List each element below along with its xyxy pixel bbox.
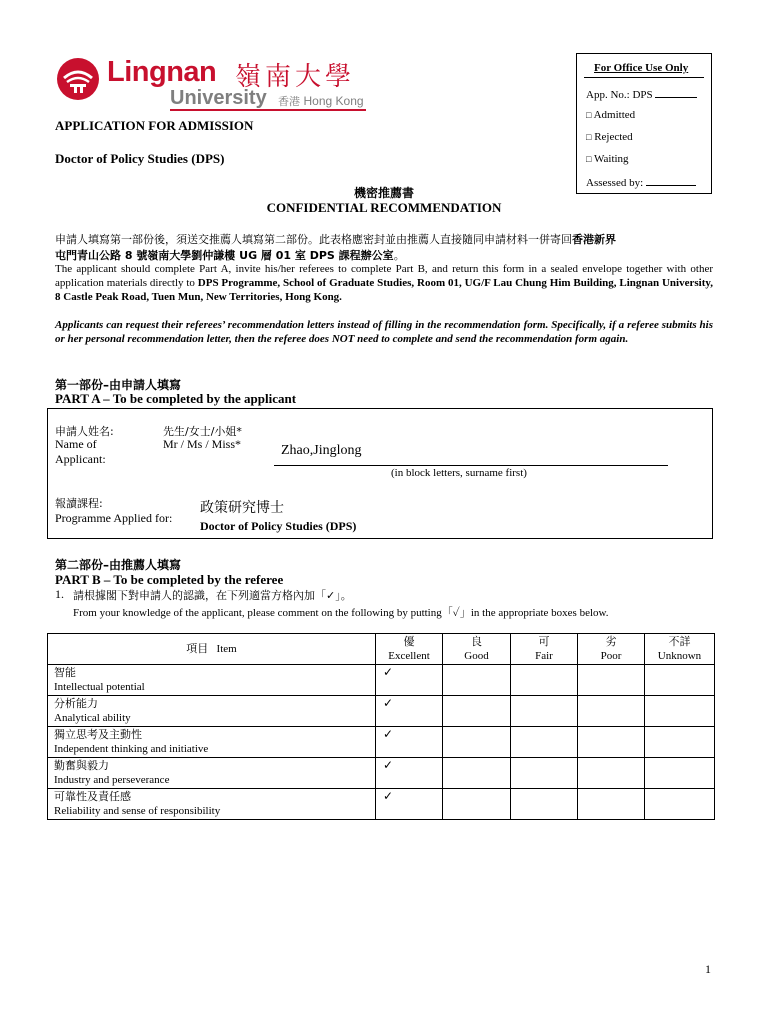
rating-table-header xyxy=(48,634,715,665)
rating-cell-poor[interactable] xyxy=(578,696,645,727)
logo-chinese-name: 嶺南大學 xyxy=(235,62,356,92)
name-label-en-2: Applicant: xyxy=(55,452,106,466)
lingnan-emblem-icon xyxy=(55,56,101,102)
check-mark-icon: ✓ xyxy=(383,727,394,741)
rating-table xyxy=(47,633,715,820)
rating-cell-good[interactable] xyxy=(443,696,511,727)
item-column-header: 項目 Item xyxy=(48,634,376,665)
column-header-poor: 劣 Poor xyxy=(578,634,645,665)
logo-underline xyxy=(170,109,366,111)
item-cell: 智能 Intellectual potential xyxy=(48,665,376,696)
rating-cell-fair[interactable] xyxy=(511,758,578,789)
check-mark-icon: ✓ xyxy=(383,789,394,803)
column-header-good: 良 Good xyxy=(443,634,511,665)
rating-cell-fair[interactable] xyxy=(511,727,578,758)
page-number: 1 xyxy=(705,962,711,976)
app-no-field[interactable] xyxy=(655,87,697,98)
admitted-option[interactable]: □ Admitted xyxy=(586,109,636,121)
instructions-en: The applicant should complete Part A, invite his/her referees to complete Part B, and return this form in a sealed envelope together with other application materials directly to DPS Programme, School of Graduate Studies, Room 01, UG/F Lau Chung Him Building, Lingnan University, 8 Castle Peak Road, Tuen Mun, New Territories, Hong Kong. xyxy=(55,263,713,303)
rating-cell-unknown[interactable] xyxy=(645,789,715,820)
programme-value-cn: 政策研究博士 xyxy=(200,500,284,516)
part-a-heading-en: PART A – To be completed by the applicant xyxy=(55,391,297,406)
column-header-unknown: 不詳 Unknown xyxy=(645,634,715,665)
title-options-cn: 先生/女士/小姐* xyxy=(163,425,242,438)
rejected-option[interactable]: □ Rejected xyxy=(586,131,633,143)
rating-cell-fair[interactable] xyxy=(511,789,578,820)
rating-cell-unknown[interactable] xyxy=(645,727,715,758)
programme-label-cn: 報讀課程: xyxy=(55,497,103,510)
rating-cell-good[interactable] xyxy=(443,727,511,758)
logo-university: University xyxy=(170,87,267,109)
table-row xyxy=(48,665,715,696)
app-no-row: App. No.: DPS xyxy=(586,87,697,101)
part-b-heading-en: PART B – To be completed by the referee xyxy=(55,572,284,587)
rating-cell-fair[interactable] xyxy=(511,665,578,696)
rating-cell-excellent[interactable] xyxy=(376,758,443,789)
item-cell: 獨立思考及主動性 Independent thinking and initiative xyxy=(48,727,376,758)
table-row xyxy=(48,696,715,727)
programme-title: Doctor of Policy Studies (DPS) xyxy=(55,151,225,166)
item-cell: 分析能力 Analytical ability xyxy=(48,696,376,727)
confidential-title-en: CONFIDENTIAL RECOMMENDATION xyxy=(266,200,502,215)
question-en: From your knowledge of the applicant, please comment on the following by putting「✓」in the appropriate boxes below. xyxy=(73,607,609,619)
rating-cell-excellent[interactable] xyxy=(376,696,443,727)
part-a-box xyxy=(47,408,713,539)
name-hint: (in block letters, surname first) xyxy=(391,467,527,479)
item-cell: 勤奮與毅力 Industry and perseverance xyxy=(48,758,376,789)
programme-value-en: Doctor of Policy Studies (DPS) xyxy=(200,519,357,533)
check-mark-icon: ✓ xyxy=(383,758,394,772)
waiting-option[interactable]: □ Waiting xyxy=(586,153,629,165)
programme-label-en: Programme Applied for: xyxy=(55,511,173,525)
office-use-box xyxy=(576,53,712,194)
question-cn: 請根據閣下對申請人的認識，在下列適當方格內加「✓」。 xyxy=(73,589,352,602)
table-row xyxy=(48,789,715,820)
application-title: APPLICATION FOR ADMISSION xyxy=(55,118,254,133)
table-row xyxy=(48,758,715,789)
name-label-cn: 申請人姓名: xyxy=(55,425,114,438)
column-header-fair: 可 Fair xyxy=(511,634,578,665)
applicant-name-value[interactable]: Zhao,Jinglong xyxy=(281,443,362,458)
part-b-heading-cn: 第二部份–由推薦人填寫 xyxy=(55,558,182,572)
confidential-title-cn: 機密推薦書 xyxy=(353,186,414,200)
logo-wordmark: Lingnan xyxy=(107,56,217,88)
title-options-en: Mr / Ms / Miss* xyxy=(163,437,242,451)
part-a-heading-cn: 第一部份–由申請人填寫 xyxy=(55,378,182,392)
rating-cell-good[interactable] xyxy=(443,758,511,789)
logo-location: 香港 Hong Kong xyxy=(278,94,364,108)
lingnan-logo xyxy=(53,54,371,112)
item-cell: 可靠性及責任感 Reliability and sense of responsibility xyxy=(48,789,376,820)
rating-cell-poor[interactable] xyxy=(578,727,645,758)
applicant-name-line xyxy=(274,465,668,466)
rating-cell-unknown[interactable] xyxy=(645,665,715,696)
rating-cell-poor[interactable] xyxy=(578,665,645,696)
rating-cell-poor[interactable] xyxy=(578,758,645,789)
office-use-title: For Office Use Only xyxy=(584,62,704,78)
rating-cell-excellent[interactable] xyxy=(376,665,443,696)
instructions-cn: 申請人填寫第一部份後，須送交推薦人填寫第二部份。此表格應密封並由推薦人直接隨同申請材料一併寄回香港新界 屯門青山公路 8 號嶺南大學劉仲謙樓 UG 層 01 室 DPS 課程辦公室。 xyxy=(55,233,616,262)
checkbox-icon[interactable]: □ xyxy=(586,132,592,142)
rating-cell-good[interactable] xyxy=(443,789,511,820)
check-mark-icon: ✓ xyxy=(383,696,394,710)
rating-cell-excellent[interactable] xyxy=(376,789,443,820)
rating-cell-unknown[interactable] xyxy=(645,696,715,727)
table-row xyxy=(48,727,715,758)
column-header-excellent: 優 Excellent xyxy=(376,634,443,665)
rating-cell-poor[interactable] xyxy=(578,789,645,820)
question-number: 1. xyxy=(55,587,64,601)
name-label-en-1: Name of xyxy=(55,437,97,451)
checkbox-icon[interactable]: □ xyxy=(586,110,592,120)
recommendation-letter-note: Applicants can request their referees’ recommendation letters instead of filling in the recommendation form. Specifically, if a referee submits his or her personal recommendation letter, then the referee does NOT need to complete and send the recommendation form again. xyxy=(55,319,713,345)
checkbox-icon[interactable]: □ xyxy=(586,154,592,164)
check-mark-icon: ✓ xyxy=(383,665,394,679)
rating-cell-good[interactable] xyxy=(443,665,511,696)
rating-cell-excellent[interactable] xyxy=(376,727,443,758)
assessed-by-row: Assessed by: xyxy=(586,175,696,189)
rating-cell-fair[interactable] xyxy=(511,696,578,727)
rating-cell-unknown[interactable] xyxy=(645,758,715,789)
